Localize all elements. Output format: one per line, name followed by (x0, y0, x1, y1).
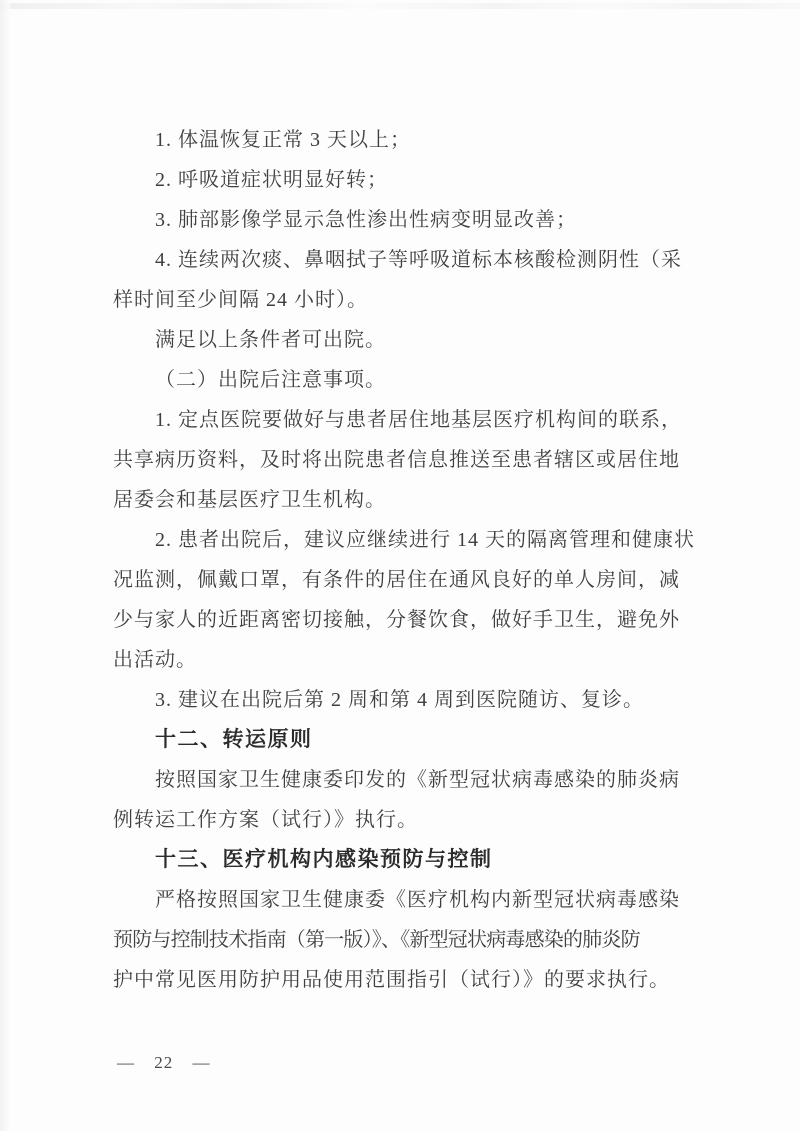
document-line: 严格按照国家卫生健康委《医疗机构内新型冠状病毒感染 (155, 889, 680, 911)
document-body (113, 120, 693, 1000)
document-line: 样时间至少间隔 24 小时）。 (113, 289, 368, 311)
document-line: 居委会和基层医疗卫生机构。 (113, 489, 386, 511)
discharge-criteria-item-2: 2. 呼吸道症状明显好转； (155, 169, 388, 191)
discharge-criteria-item-1: 1. 体温恢复正常 3 天以上； (155, 129, 411, 151)
document-line: 护中常见医用防护用品使用范围指引（试行）》的要求执行。 (113, 969, 670, 991)
document-line: 预防与控制技术指南（第一版）》、《新型冠状病毒感染的肺炎防 (113, 929, 640, 951)
post-discharge-item-2: 2. 患者出院后，建议应继续进行 14 天的隔离管理和健康状 (155, 529, 695, 551)
discharge-criteria-item-4: 4. 连续两次痰、鼻咽拭子等呼吸道标本核酸检测阴性（采 (155, 249, 682, 271)
document-line: 少与家人的近距离密切接触，分餐饮食，做好手卫生，避免外 (113, 609, 680, 631)
subsection-2-heading-line: （二）出院后注意事项。 (155, 369, 386, 391)
post-discharge-item-1: 1. 定点医院要做好与患者居住地基层医疗机构间的联系， (155, 409, 682, 431)
scan-artifact-top (0, 3, 800, 9)
post-discharge-item-3: 3. 建议在出院后第 2 周和第 4 周到医院随访、复诊。 (155, 689, 644, 711)
document-line: 出活动。 (113, 649, 197, 671)
document-line: 按照国家卫生健康委印发的《新型冠状病毒感染的肺炎病 (155, 769, 680, 791)
scan-artifact-left-edge (0, 0, 10, 1131)
discharge-criteria-item-3: 3. 肺部影像学显示急性渗出性病变明显改善； (155, 209, 577, 231)
section-13-heading: 十三、医疗机构内感染预防与控制 (155, 848, 493, 871)
page-number: — 22 — (117, 1053, 211, 1072)
document-line: 共享病历资料，及时将出院患者信息推送至患者辖区或居住地 (113, 449, 680, 471)
document-line: 例转运工作方案（试行）》执行。 (113, 809, 418, 831)
document-line: 满足以上条件者可出院。 (155, 329, 386, 351)
section-12-heading: 十二、转运原则 (155, 728, 313, 751)
document-line: 况监测，佩戴口罩，有条件的居住在通风良好的单人房间，减 (113, 569, 680, 591)
